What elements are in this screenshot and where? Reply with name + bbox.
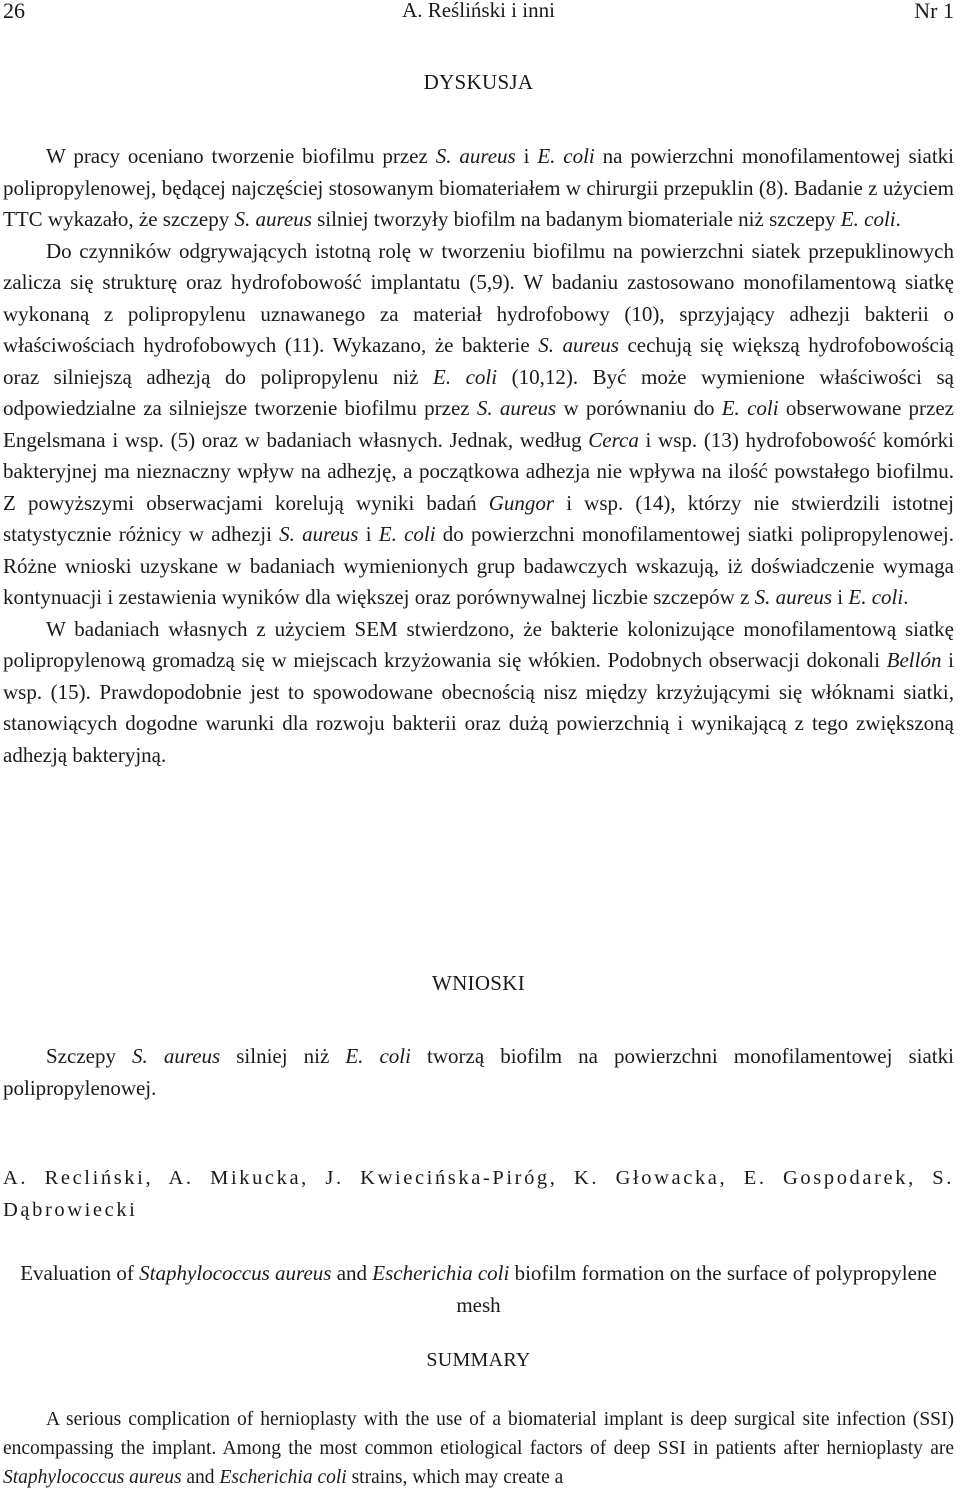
page (3, 0, 954, 1493)
dyskusja-body (3, 141, 954, 771)
section-heading-wnioski: WNIOSKI (431, 971, 526, 995)
summary-heading: SUMMARY (426, 1349, 531, 1371)
section-heading-dyskusja: DYSKUSJA (423, 70, 534, 94)
issue-number: Nr 1 (914, 0, 954, 23)
summary-paragraph: A serious complication of hernioplasty with the use of a biomaterial implant is deep surgical site infection (SSI) encompassing the implant. Among the most common etiological factors of deep SSI in patients after hernioplasty are Staphylococcus aureus and Escherichia coli strains, which may create a (3, 1409, 954, 1488)
english-title: Evaluation of Staphylococcus aureus and Escherichia coli biofilm formation on the surface of polypropylene mesh (20, 1261, 937, 1317)
dyskusja-paragraph-3: W badaniach własnych z użyciem SEM stwierdzono, że bakterie kolonizujące monofilamentową siatkę polipropylenową gromadzą się w miejscach krzyżowania się włókien. Podobnych obserwacji dokonali Bellón i wsp. (15). Prawdopodobnie jest to spowodowane obecnością nisz między krzyżującymi się włóknami siatki, stanowiących dogodne warunki dla rozwoju bakterii oraz dużą powierzchnią i wynikającą z tego zwiększoną adhezją bakteryjną. (3, 616, 954, 767)
wnioski-paragraph: Szczepy S. aureus silniej niż E. coli tworzą biofilm na powierzchni monofilamentowej siatki polipropylenowej. (3, 1044, 954, 1100)
running-head-authors: A. Reśliński i inni (402, 0, 555, 22)
page-number: 26 (3, 0, 25, 23)
summary-body (3, 1405, 954, 1492)
wnioski-body (3, 1041, 954, 1104)
english-authors: A. Recliński, A. Mikucka, J. Kwiecińska-Piróg, K. Głowacka, E. Gospodarek, S. Dąbrowiecki (3, 1167, 954, 1221)
dyskusja-paragraph-2: Do czynników odgrywających istotną rolę w tworzeniu biofilmu na powierzchni siatek przepuklinowych zalicza się strukturę oraz hydrofobowość implantatu (5,9). W badaniu zastosowano monofilamentową siatkę wykonaną z polipropylenu uznawanego za materiał hydrofobowy (10), sprzyjający adhezji bakterii o właściwościach hydrofobowych (11). Wykazano, że bakterie S. aureus cechują się większą hydrofobowością oraz silniejszą adhezją do polipropylenu niż E. coli (10,12). Być może wymienione właściwości są odpowiedzialne za silniejsze tworzenie biofilmu przez S. aureus w porównaniu do E. coli obserwowane przez Engelsmana i wsp. (5) oraz w badaniach własnych. Jednak, według Cerca i wsp. (13) hydrofobowość komórki bakteryjnej ma nieznaczny wpływ na adhezję, a początkowa adhezja nie wpływa na ilość powstałego biofilmu. Z powyższymi obserwacjami korelują wyniki badań Gungor i wsp. (14), którzy nie stwierdzili istotnej statystycznie różnicy w adhezji S. aureus i E. coli do powierzchni monofilamentowej siatki polipropylenowej. Różne wnioski uzyskane w badaniach wymienionych grup badawczych wskazują, iż doświadczenie wymaga kontynuacji i zestawienia wyników dla większej oraz porównywalnej liczbie szczepów z S. aureus i E. coli. (3, 238, 954, 609)
running-head (3, 0, 954, 28)
dyskusja-paragraph-1: W pracy oceniano tworzenie biofilmu przez S. aureus i E. coli na powierzchni monofilamentowej siatki polipropylenowej, będącej najczęściej stosowanym biomateriałem w chirurgii przepuklin (8). Badanie z użyciem TTC wykazało, że szczepy S. aureus silniej tworzyły biofilm na badanym biomateriale niż szczepy E. coli. (3, 144, 954, 231)
